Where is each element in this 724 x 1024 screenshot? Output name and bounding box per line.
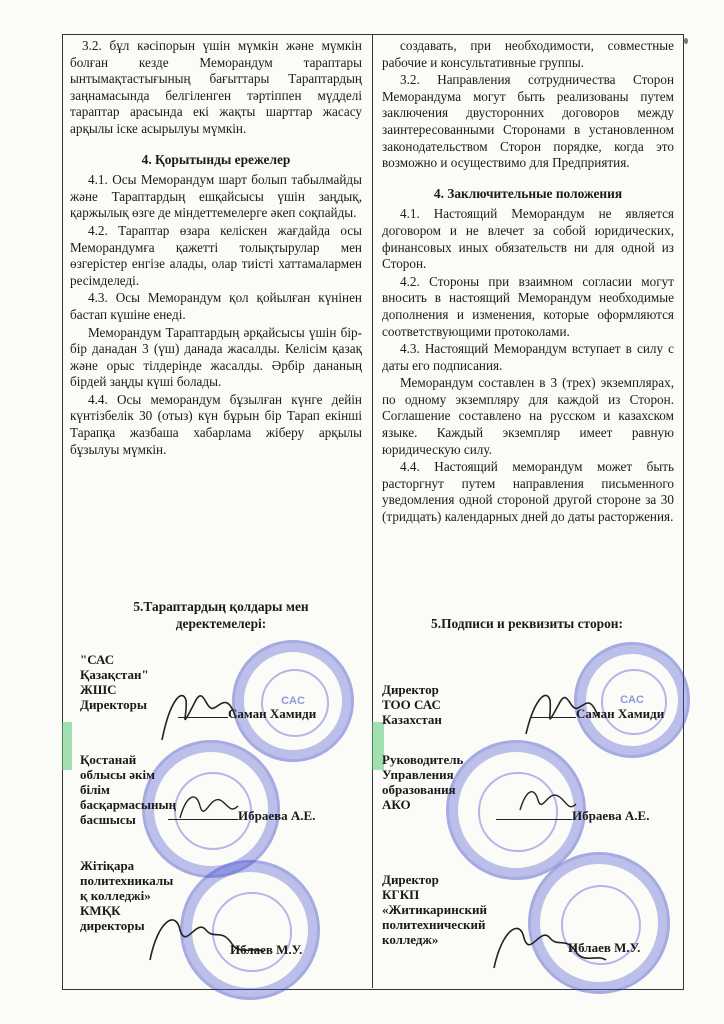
company-stamp-right: CAC — [574, 642, 690, 758]
kz-signatory-education-name: Ибраева А.Е. — [168, 808, 315, 824]
kz-clause-4-3-copies: Меморандум Тараптардың әрқайсысы үшін бір-бір данадан 3 (үш) данада жасалды. Келісім қазақ және орыс тілдерінде жасалды. Әрбір дананың бірдей заңды күші болады. — [70, 324, 362, 390]
ru-signatory-education-title: Руководитель Управления образования АКО — [382, 752, 464, 812]
ru-signatory-college-name: Иблаев М.У. — [568, 940, 641, 955]
kz-signatory-college-title: Жітіқара политехникалы қ колледжі» КМҚК директоры — [80, 858, 174, 933]
kz-section-5-heading: 5.Тараптардың қолдары мен деректемелері: — [133, 599, 309, 631]
kz-clause-4-2: 4.2. Тараптар өзара келіскен жағдайда осы Меморандумға қажетті толықтырулар мен өзгерістер енгізе алады, олар тиісті хаттамалармен ресімделеді. — [70, 222, 362, 288]
ru-section-4-heading: 4. Заключительные положения — [433, 185, 623, 201]
kz-clause-3-2: 3.2. бұл кәсіпорын үшін мүмкін және мүмкін болған кезде Меморандум тараптары ынтымақтастығының бағыттары Тараптардың заңнамасында белгіленген тәртіппен мүдделі тараптар арасында екі жақты шарттар жасасу арқылы іске асырылуы мүмкін. — [70, 38, 362, 136]
kz-section-4-heading: 4. Қорытынды ережелер — [141, 151, 291, 167]
ru-clause-4-3-copies: Меморандум составлен в 3 (трех) экземплярах, по одному экземпляру для каждой из Сторон. Соглашение составлено на русском и казахском языке. Каждый экземпляр имеет равную юридическую силу. — [382, 375, 674, 457]
ru-clause-4-2: 4.2. Стороны при взаимном согласии могут вносить в настоящий Меморандум необходимые дополнения и изменения, которые оформляются соответствующими протоколами. — [382, 273, 674, 339]
ru-clause-4-3: 4.3. Настоящий Меморандум вступает в силу с даты его подписания. — [382, 341, 674, 373]
kz-signatory-company-title: "САС Қазақстан" ЖШС Директоры — [80, 652, 149, 712]
page-speck — [684, 38, 688, 44]
company-stamp-left: CAC — [232, 640, 354, 762]
kz-signatory-college-name: Иблаев М.У. — [230, 942, 303, 957]
ru-signatory-education-name: Ибраева А.Е. — [496, 808, 649, 824]
ru-clause-3-1-end: создавать, при необходимости, совместные рабочие и консультативные группы. — [382, 38, 674, 70]
ru-clause-3-2: 3.2. Направления сотрудничества Сторон Меморандума могут быть реализованы путем заключения двусторонних договоров между заинтересованными Сторонами в установленном законодательством Сторон порядке, когда это возможно и осуществимо для Предприятия. — [382, 72, 674, 171]
ru-clause-4-1: 4.1. Настоящий Меморандум не является договором и не влечет за собой юридических, финансовых иных обязательств ни для одной из Сторон. — [382, 206, 674, 272]
kz-signatory-company-name: Саман Хамиди — [178, 706, 316, 722]
ru-signatory-company-name: Саман Хамиди — [530, 706, 664, 722]
kz-clause-4-4: 4.4. Осы меморандум бұзылған күнге дейін күнтізбелік 30 (отыз) күн бұрын бір Тарап екінші Тарапқа жазбаша хабарлама жіберу арқылы бұзылуы мүмкін. — [70, 391, 362, 457]
ru-signatory-company-title: Директор ТОО САС Казахстан — [382, 682, 442, 727]
kz-clause-4-1: 4.1. Осы Меморандум шарт болып табылмайды және Тараптардың ешқайсысы үшін заңдық, қаржылық өзге де міндеттемелерге әкеп соқпайды. — [70, 172, 362, 221]
ru-clause-4-4: 4.4. Настоящий меморандум может быть расторгнут путем направления письменного уведомления одной стороной другой стороне за 30 (тридцать) календарных дней до даты расторжения. — [382, 459, 674, 525]
ru-section-5-heading: 5.Подписи и реквизиты сторон: — [431, 616, 623, 631]
kz-clause-4-3: 4.3. Осы Меморандум қол қойылған күнінен бастап күшіне енеді. — [70, 290, 362, 322]
ru-signatory-college-title: Директор КГКП «Житикаринский политехнический колледж» — [382, 872, 487, 947]
kz-signatory-education-title: Қостанай облысы әкім білім басқармасының басшысы — [80, 752, 177, 827]
